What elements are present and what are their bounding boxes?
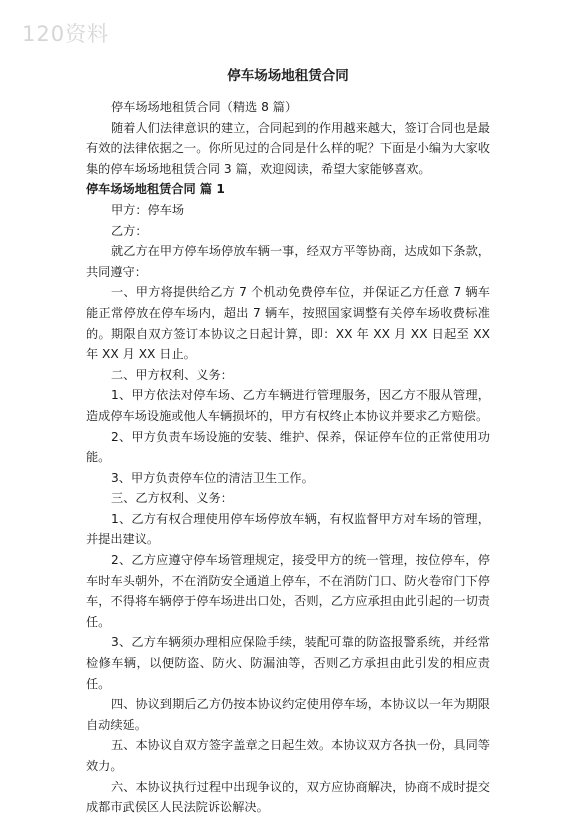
paragraph: 乙方： bbox=[111, 223, 148, 238]
paragraph: 1、乙方有权合理使用停车场停放车辆，有权监督甲方对车场的管理，并提出建议。 bbox=[86, 511, 490, 547]
document-title: 停车场场地租赁合同 bbox=[227, 68, 349, 84]
paragraph: 甲方：停车场 bbox=[111, 202, 185, 217]
paragraph: 1、甲方依法对停车场、乙方车辆进行管理服务，因乙方不服从管理，造成停车场设施或他人车辆损坏的，甲方有权终止本协议并要求乙方赔偿。 bbox=[86, 388, 490, 423]
paragraph: 停车场场地租赁合同（精选 8 篇） bbox=[111, 100, 298, 114]
paragraph: 五、本协议自双方签字盖章之日起生效。本协议双方各执一份，具同等效力。 bbox=[86, 738, 490, 773]
watermark: 120资料 bbox=[22, 22, 110, 46]
paragraph: 四、协议到期后乙方仍按本协议约定使用停车场，本协议以一年为期限自动续延。 bbox=[86, 697, 490, 732]
paragraph: 三、乙方权利、义务： bbox=[111, 491, 233, 506]
document-body bbox=[86, 97, 490, 818]
paragraph: 3、乙方车辆须办理相应保险手续，装配可靠的防盗报警系统，并经常检修车辆，以便防盗、防火、防漏油等，否则乙方承担由此引发的相应责任。 bbox=[86, 635, 490, 691]
paragraph: 3、甲方负责停车位的清洁卫生工作。 bbox=[111, 470, 314, 485]
section-heading: 停车场场地租赁合同 篇 1 bbox=[86, 182, 225, 197]
paragraph: 一、甲方将提供给乙方 7 个机动免费停车位，并保证乙方任意 7 辆车能正常停放在停车场内，超出 7 辆车，按照国家调整有关停车场收费标准的。期限自双方签订本协议之日起计算，即：XX 年 XX 月 XX 日起至 XX 年 XX 月 XX 日止。 bbox=[86, 285, 490, 362]
paragraph: 随着人们法律意识的建立，合同起到的作用越来越大，签订合同也是最有效的法律依据之一。你所见过的合同是什么样的呢？下面是小编为大家收集的停车场场地租赁合同 3 篇，欢迎阅读，希望大家能够喜欢。 bbox=[86, 120, 490, 176]
paragraph: 2、乙方应遵守停车场管理规定，接受甲方的统一管理，按位停车，停车时车头朝外，不在消防安全通道上停车，不在消防门口、防火卷帘门下停车，不得将车辆停于停车场进出口处，否则，乙方应承担由此引起的一切责任。 bbox=[86, 553, 490, 629]
paragraph: 二、甲方权利、义务： bbox=[111, 367, 233, 382]
paragraph: 就乙方在甲方停车场停放车辆一事，经双方平等协商，达成如下条款，共同遵守： bbox=[86, 244, 490, 279]
paragraph: 六、本协议执行过程中出现争议的，双方应协商解决，协商不成时提交成都市武侯区人民法院诉讼解决。 bbox=[86, 779, 490, 815]
paragraph: 2、甲方负责车场设施的安装、维护、保养，保证停车位的正常使用功能。 bbox=[86, 429, 490, 465]
